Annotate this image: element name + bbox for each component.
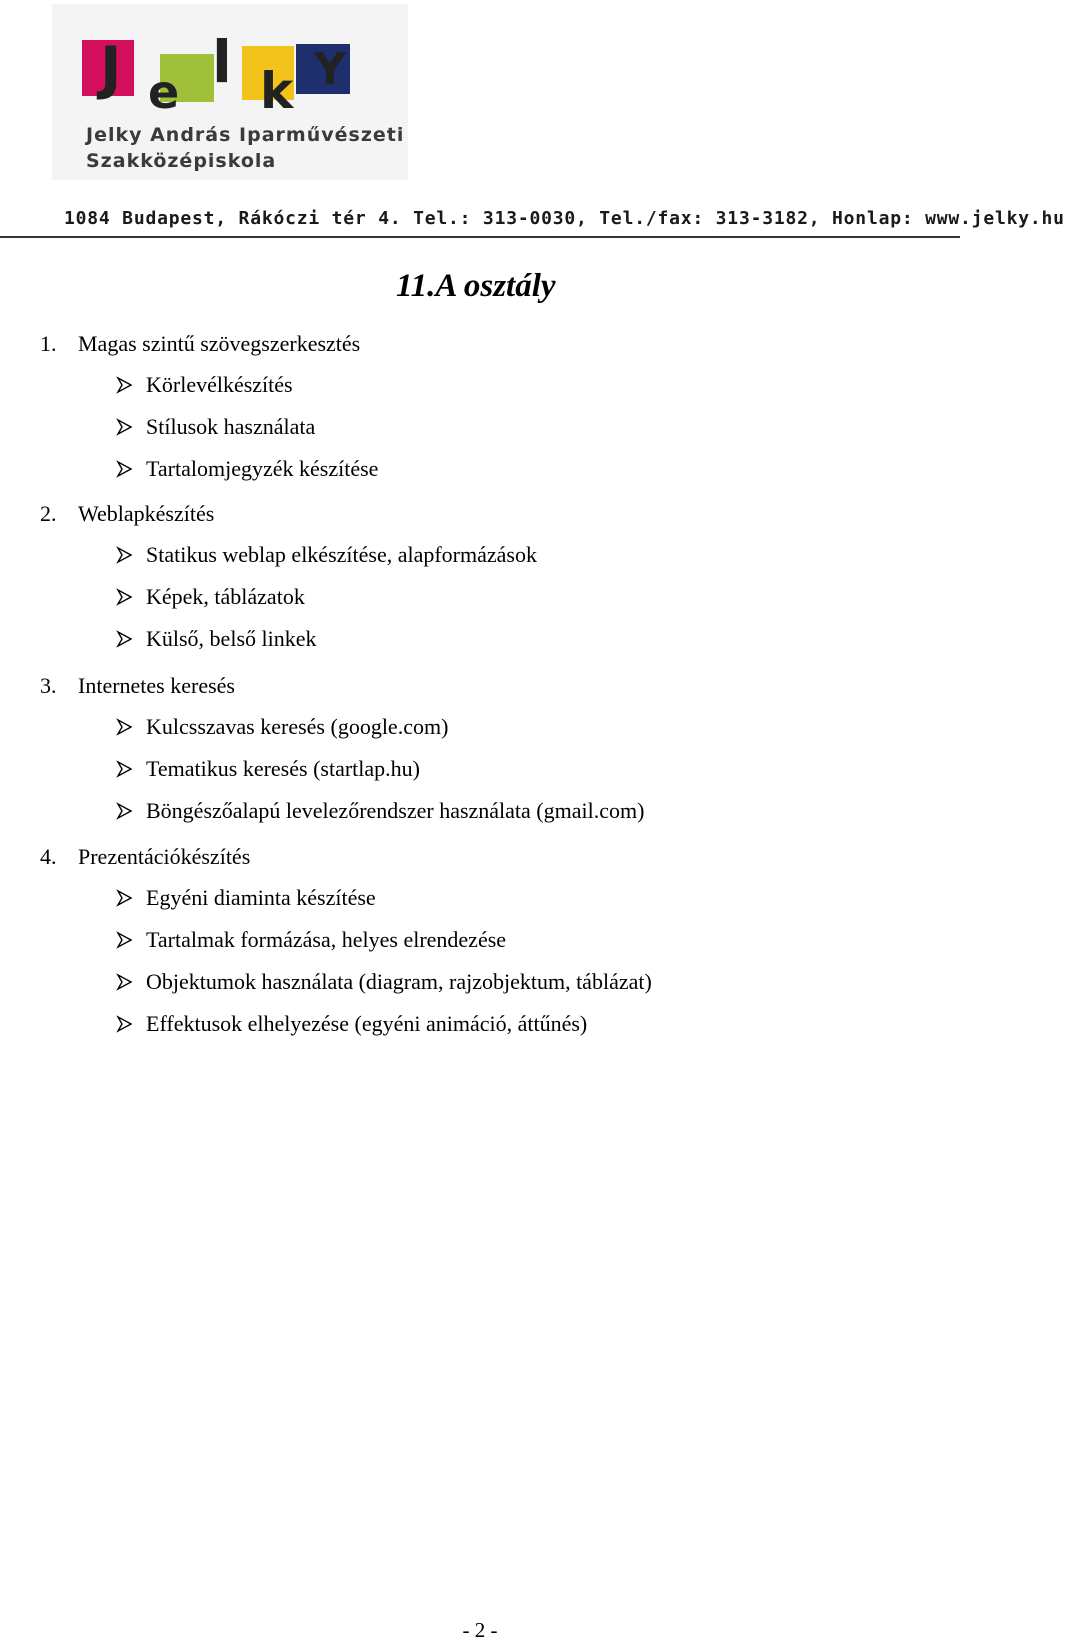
arrowhead-bullet-icon: [116, 460, 134, 478]
arrowhead-bullet-icon: [116, 418, 134, 436]
arrowhead-bullet-icon: [116, 889, 134, 907]
arrowhead-bullet-icon: [116, 630, 134, 648]
logo-letter-e: e: [148, 65, 180, 119]
arrowhead-bullet-icon: [116, 760, 134, 778]
list-item-text: Tematikus keresés (startlap.hu): [146, 756, 420, 781]
logo-letter-l: l: [212, 28, 232, 96]
arrowhead-bullet-icon: [116, 1015, 134, 1033]
list-item: [40, 541, 920, 583]
list-item-text: Kulcsszavas keresés (google.com): [146, 714, 449, 739]
logo-letter-y: Y: [314, 44, 346, 95]
school-address: 1084 Budapest, Rákóczi tér 4. Tel.: 313-0030, Tel./fax: 313-3182, Honlap: www.jelky.hu: [64, 208, 1065, 229]
list-item-text: Objektumok használata (diagram, rajzobjektum, táblázat): [146, 969, 652, 994]
list-item: [40, 371, 920, 413]
section-title: Prezentációkészítés: [78, 844, 251, 869]
section-1: [40, 330, 920, 497]
page-title: 11.A osztály: [396, 268, 556, 304]
page-number: - 2 -: [462, 1618, 498, 1642]
list-item-text: Statikus weblap elkészítése, alapformázások: [146, 542, 537, 567]
list-item-text: Böngészőalapú levelezőrendszer használata (gmail.com): [146, 798, 645, 823]
logo-school-name: Jelky András Iparművészeti: [86, 124, 405, 146]
arrowhead-bullet-icon: [116, 931, 134, 949]
section-number: 3.: [40, 673, 57, 698]
section-heading: [40, 500, 920, 530]
logo-school-type: Szakközépiskola: [86, 150, 277, 172]
section-title: Weblapkészítés: [78, 501, 215, 526]
header-divider: [0, 236, 960, 238]
arrowhead-bullet-icon: [116, 376, 134, 394]
section-number: 1.: [40, 331, 57, 356]
list-item: [40, 625, 920, 667]
list-item-text: Egyéni diaminta készítése: [146, 885, 376, 910]
list-item-text: Tartalmak formázása, helyes elrendezése: [146, 927, 507, 952]
list-item: [40, 583, 920, 625]
logo-letter-k: k: [260, 62, 294, 120]
section-number: 4.: [40, 844, 57, 869]
list-item: [40, 968, 920, 1010]
list-item-text: Külső, belső linkek: [146, 626, 317, 651]
arrowhead-bullet-icon: [116, 802, 134, 820]
list-item-text: Effektusok elhelyezése (egyéni animáció, áttűnés): [146, 1011, 588, 1036]
list-item: [40, 1010, 920, 1052]
list-item-text: Körlevélkészítés: [146, 372, 293, 397]
list-item-text: Stílusok használata: [146, 414, 316, 439]
logo-letter-j: J: [100, 34, 122, 102]
section-heading: [40, 330, 920, 360]
arrowhead-bullet-icon: [116, 546, 134, 564]
arrowhead-bullet-icon: [116, 718, 134, 736]
list-item: [40, 413, 920, 455]
section-number: 2.: [40, 501, 57, 526]
list-item-text: Tartalomjegyzék készítése: [146, 456, 379, 481]
list-item: [40, 884, 920, 926]
school-logo: [52, 4, 408, 180]
section-2: [40, 500, 920, 667]
list-item: [40, 455, 920, 497]
logo-graphic: [52, 4, 408, 120]
section-heading: [40, 672, 920, 702]
section-heading: [40, 843, 920, 873]
arrowhead-bullet-icon: [116, 588, 134, 606]
section-title: Internetes keresés: [78, 673, 235, 698]
section-4: [40, 843, 920, 1052]
section-title: Magas szintű szövegszerkesztés: [78, 331, 361, 356]
arrowhead-bullet-icon: [116, 973, 134, 991]
section-3: [40, 672, 920, 839]
list-item: [40, 797, 920, 839]
list-item: [40, 755, 920, 797]
list-item-text: Képek, táblázatok: [146, 584, 305, 609]
list-item: [40, 713, 920, 755]
list-item: [40, 926, 920, 968]
